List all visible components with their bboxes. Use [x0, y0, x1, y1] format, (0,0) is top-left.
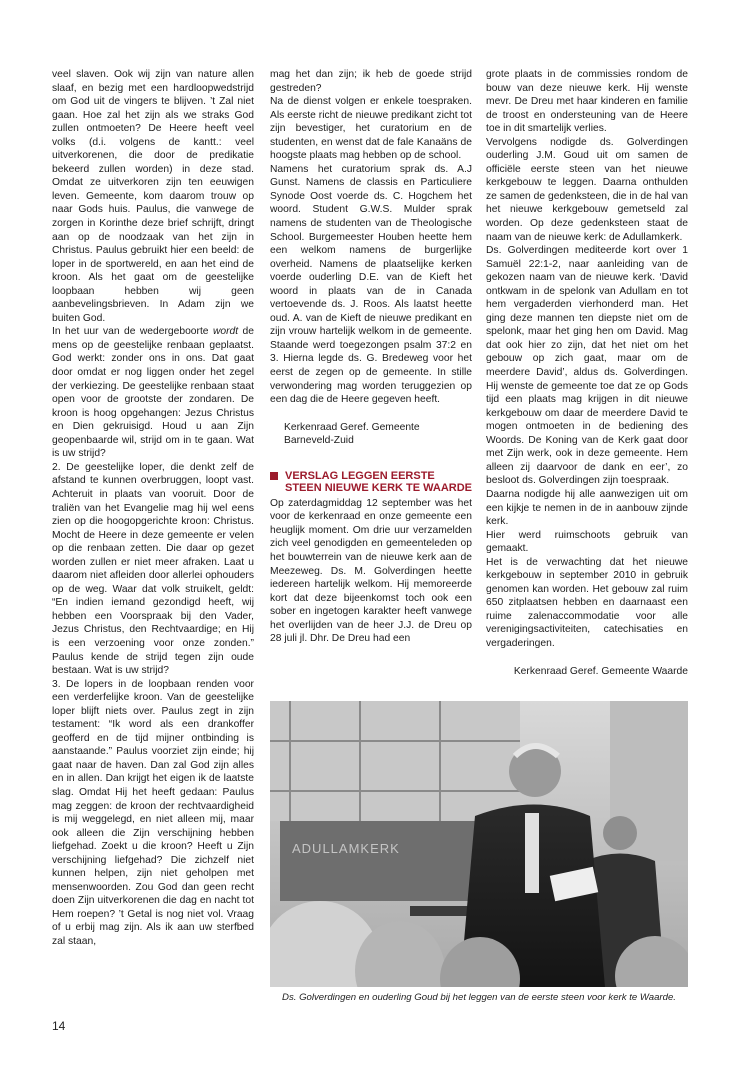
speaker-shirt: [525, 813, 539, 893]
column-middle: [270, 68, 472, 646]
paragraph: Hier werd ruimschoots gebruik van gemaakt.: [486, 529, 688, 555]
paragraph: Ds. Golverdingen mediteerde kort over 1 Samuël 22:1-2, naar aanleiding van de gekozen naam van de nieuwe kerk. ‘David ontkwam in de spelonk van Adullam en tot hem vergaderden vierhonderd man. Het ging deze mannen ten diepste niet om de spelonk, maar het ging hen om David. Mag dat ook hier zo zijn, dat het niet om het gebouw op zich gaat, maar om de meerdere David’, aldus ds. Golverdingen. Hij wenste de gemeente toe dat ze op Gods tijd een plaats mag krijgen in dit nieuwe kerkgebouw om daar de meerdere David te mogen ontmoeten in de bediening des Woords. De Koning van de Kerk gaat door met Zijn werk, ook in deze gemeente. Hem alleen zij daarvoor de dank en eer’, zo besloot ds. Golverdingen zijn toespraak.: [486, 245, 688, 487]
paragraph: Op zaterdagmiddag 12 september was het voor de kerkenraad en onze gemeente een heuglijk moment. Om drie uur verzamelden zich veel genodigden en gemeenteleden op het bouwterrein van de nieuwe kerk aan de Meezeweg. Ds. M. Golverdingen heette iedereen hartelijk welkom. Hij memoreerde kort dat deze bijeenkomst toch ook een sober en ingetogen karakter heeft vanwege het overlijden van de heer J.J. de Dreu op 28 juli jl. Dhr. De Dreu had een: [270, 497, 472, 645]
paragraph: 2. De geestelijke loper, die denkt zelf de afstand te kunnen overbruggen, loopt vast. Achteruit in plaats van vooruit. Door de traliën van het Evangelie mag hij wel eens zien op die hoogopgerichte kroon: Christus. Mocht de Heere in deze gemeente er velen op die renbaan zetten. Die daar op gezet worden zullen er niet meer afraken. Laat u daarom niet afleiden door allerlei ophouders op de weg. Waar dat volk struikelt, geldt: “En indien iemand gezondigd heeft, wij hebben een Voorspraak bij den Vader, Jezus Christus, den Rechtvaardige; en Hij is een verzoening voor onze zonden.” Paulus kende de strijd tegen zijn oude bestaan. Wat is uw strijd?: [52, 461, 254, 677]
paragraph: Na de dienst volgen er enkele toespraken. Als eerste richt de nieuwe predikant zicht tot zijn bevestiger, het curatorium en de studenten, en wenst dat de fale Kanaäns de hoogste plaats mag hebben op de school.: [270, 96, 472, 162]
page-number: 14: [52, 1019, 66, 1033]
paragraph: [52, 325, 254, 460]
section-heading: [270, 470, 472, 495]
heading-square-icon: [270, 472, 278, 480]
building-wall: [270, 701, 520, 821]
paragraph: grote plaats in de commissies rondom de bouw van deze nieuwe kerk. Hij wenste mevr. De Dreu met haar kinderen en familie de troost en ondersteuning van de Heere toe in dit smartelijk verlies.: [486, 69, 688, 135]
paragraph: Daarna nodigde hij alle aanwezigen uit om een kijkje te nemen in de in aanbouw zijnde kerk.: [486, 488, 688, 528]
paragraph: Het is de verwachting dat het nieuwe kerkgebouw in september 2010 in gebruik genomen kan worden. Het gebouw zal ruim 650 zitplaatsen hebben en daarnaast een ruime zalenaccommodatie voor alle verenigingsactiviteiten, catechisaties en vergaderingen.: [486, 556, 688, 649]
photo-illustration: [270, 701, 688, 987]
paragraph: veel slaven. Ook wij zijn van nature allen slaaf, en bezig met een hardloopwedstrijd om God uit de vingers te blijven. ’t Zal niet gaan. Hoe zal het zijn als we straks God zullen ontmoeten? De Heere heeft veel volks (d.i. volgens de kantt.: veel uitverkorenen, die door de predikatie bekeerd zullen worden) in deze stad. Omdat ze uitverkoren zijn ten eeuwigen leven. Gemeente, kom daarom trouw op naar Gods huis. Paulus, die vanwege de zorgen in Korinthe deze brief schrijft, dringt aan op de noodzaak van het zijn in Christus. Paulus gebruikt hier een beeld: de loper in de sportwereld, en aan het eind de kroon. Als het gaat om de geestelijke loopbaan hebben wij geen aanbevelingsbrieven. In Adam zijn we buiten God.: [52, 69, 254, 324]
paragraph: 3. De lopers in de loopbaan renden voor een verderfelijke kroon. Van de geestelijke loper blijft niets over. Paulus zegt in zijn testament: “Ik word als een drankoffer geofferd en de tijd mijner ontbinding is aanstaande.” Paulus voorziet zijn einde; hij gaat naar de haven. Dan zal God zijn alles en in allen. Dan krijgt het eigen ik de laatste slag. Omdat Hij het heeft gedaan: Paulus mag zeggen: de kroon der rechtvaardigheid is mij weggelegd, en niet alleen mij, maar ook alleen die Zijn verschijning hebben liefgehad. Zoekt u die kroon? Heeft u Zijn verschijning liefgehad? Die zichzelf niet kunnen helpen, zijn niet geholpen met mensenwoorden. Zou God dan geen recht doen Zijn uitverkorenen die dag en nacht tot Hem roepen? ’t Getal is nog niet vol. Vraag of u erbij mag zijn. Als ik aan uw sterfbed zal staan,: [52, 678, 254, 947]
signature-line: Barneveld-Zuid: [284, 435, 354, 447]
signature-line: Kerkenraad Geref. Gemeente: [284, 421, 420, 433]
photo: [270, 701, 688, 987]
paragraph: Vervolgens nodigde ds. Golverdingen ouderling J.M. Goud uit om samen de officiële eerste steen van het nieuwe kerkgebouw te leggen. Daarna onthulden ze samen de gedenksteen, die in de hal van het nieuwe kerkgebouw gemetseld zal worden. Op deze gedenksteen staat de naam van de nieuwe kerk: de Adullamkerk.: [486, 136, 688, 243]
heading-text: VERSLAG LEGGEN EERSTE STEEN NIEUWE KERK TE WAARDE: [285, 469, 473, 495]
photo-caption: Ds. Golverdingen en ouderling Goud bij het leggen van de eerste steen voor kerk te Waarde.: [282, 992, 676, 1003]
emphasis: wordt: [212, 326, 239, 338]
text-run: de mens op de geestelijke renbaan geplaatst. God werkt: zonder ons in ons. Dat gaat door omdat er nog liggen onder het zegel der verkiezing. De geestelijke renbaan staat open voor de grootste der zondaren. De kroon is hoog opgehangen: Jezus Christus en Dien gekruisigd. Houd u aan Zijn geopenbaarde wil, strijd om in te gaan. Wat is uw strijd?: [52, 326, 254, 460]
column-left: [52, 68, 254, 949]
signature-line: Kerkenraad Geref. Gemeente Waarde: [513, 665, 688, 677]
paragraph: Namens het curatorium sprak ds. A.J Gunst. Namens de classis en Particuliere Synode Oost voerde ds. C. Hogchem het woord. Student G.W.S. Mulder sprak namens de studenten van de Theologische School. Burgemeester Houben heette hem een welkom namens de burgerlijke overheid. Namens de plaatselijke kerken voerde ouderling D.E. van de Kieft het woord in plaats van de in Canada vertoevende ds. J. Roos. Als laatst heette oud. A. van de Kieft de nieuwe predikant en zijn vrouw hartelijk welkom in de gemeente. Staande werd toegezongen psalm 37:2 en 3. Hierna legde ds. G. Bredeweg voor het eerst de zegen op de gemeente. In stille verwondering mag worden teruggezien op een dag die de Heere gegeven heeft.: [270, 163, 472, 406]
text-run: In het uur van de wedergeboorte: [52, 326, 213, 338]
column-right: [486, 68, 688, 678]
stone-text: ADULLAMKERK: [292, 841, 400, 856]
paragraph: mag het dan zijn; ik heb de goede strijd gestreden?: [270, 69, 472, 94]
person-head: [603, 816, 637, 850]
